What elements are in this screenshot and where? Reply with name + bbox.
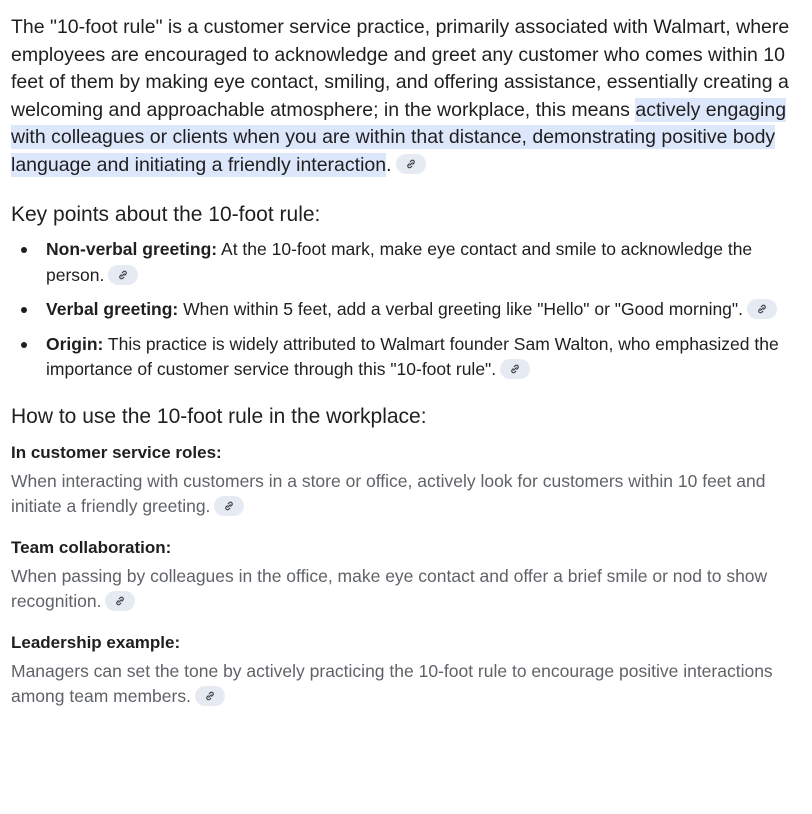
usage-section [11, 443, 808, 520]
point-text: When within 5 feet, add a verbal greeting like "Hello" or "Good morning". [178, 299, 743, 319]
section-body [11, 469, 808, 520]
link-icon [117, 269, 129, 281]
point-text: At the 10-foot mark, make eye contact and smile to acknowledge the person. [46, 239, 753, 285]
source-link-chip[interactable] [214, 496, 244, 516]
section-body-text: When passing by colleagues in the office, make eye contact and offer a brief smile or nod to show recognition. [11, 565, 768, 611]
key-points-list [11, 237, 808, 383]
section-title: Team collaboration: [11, 537, 172, 557]
section-body-text: When interacting with customers in a store or office, actively look for customers within 10 feet and initiate a friendly greeting. [11, 470, 766, 516]
usage-section [11, 633, 808, 710]
section-body [11, 659, 808, 710]
point-label: Origin: [46, 333, 104, 354]
link-icon [114, 595, 126, 607]
usage-heading: How to use the 10-foot rule in the workplace: [11, 404, 427, 428]
link-icon [223, 500, 235, 512]
key-points-heading: Key points about the 10-foot rule: [11, 203, 321, 226]
section-title: Leadership example: [11, 632, 181, 652]
intro-end: . [386, 153, 392, 176]
point-label: Non-verbal greeting: [46, 239, 218, 259]
section-body [11, 564, 808, 615]
source-link-chip[interactable] [500, 359, 530, 379]
source-link-chip[interactable] [396, 154, 426, 174]
source-link-chip[interactable] [108, 265, 138, 285]
link-icon [204, 690, 216, 702]
link-icon [405, 158, 417, 170]
intro-highlight: actively engaging with colleagues or clients when you are within that distance, demonstrating positive body language and initiating a friendly interaction [11, 98, 787, 176]
list-item [11, 297, 808, 323]
list-item [11, 237, 808, 288]
point-text: This practice is widely attributed to Walmart founder Sam Walton, who emphasized the importance of customer service through this "10-foot rule". [46, 333, 779, 379]
source-link-chip[interactable] [747, 299, 777, 319]
source-link-chip[interactable] [105, 591, 135, 611]
intro-text: The "10-foot rule" is a customer service practice, primarily associated with Walmart, where employees are encouraged to acknowledge and greet any customer who comes within 10 feet of them by making eye contact, smiling, and offering assistance, essentially creating a welcoming and approachable atmosphere; in the workplace, this means [11, 16, 790, 121]
link-icon [509, 363, 521, 375]
source-link-chip[interactable] [195, 686, 225, 706]
usage-section [11, 538, 808, 615]
link-icon [756, 303, 768, 315]
point-label: Verbal greeting: [46, 299, 179, 319]
list-item [11, 332, 808, 383]
intro-paragraph [11, 14, 808, 179]
section-title: In customer service roles: [11, 442, 222, 462]
section-body-text: Managers can set the tone by actively practicing the 10-foot rule to encourage positive interactions among team members. [11, 660, 773, 706]
